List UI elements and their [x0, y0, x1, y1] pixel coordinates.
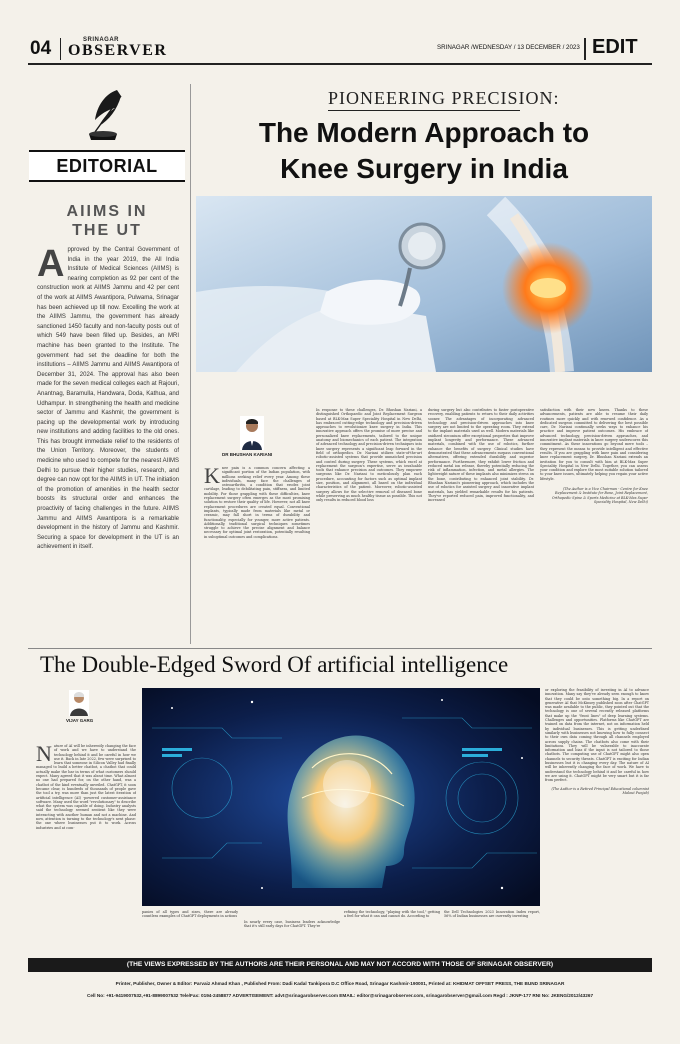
ai-col-5: the Dell Technologies 2023 Innovation Index report, 56% of Indian businesses are currently investing	[444, 910, 540, 919]
ai-col-3: In nearly every case, business leaders acknowledge that it's still early days for ChatGPT. They're	[244, 920, 340, 929]
section-label: EDIT	[592, 36, 638, 58]
editorial-sidebar	[29, 84, 185, 644]
knee-col-2: In response to these challenges, Dr. Bhushan Nariani, a distinguished Orthopaedic and Joint Replacement Surgeon based at BLK-Max Super Speciality Hospital in New Delhi, has embraced cutting-edge technology and precision-driven approaches to revolutionize knee surgery in India. This innovative approach offers the promise of more precise and personalized knee replacements, tailored to the unique anatomy and biomechanics of each patient. The integration of advanced technology and precision-driven techniques into knee surgery represents a significant leap forward in the field of orthopedics. Dr. Nariani utilizes state-of-the-art robotic-assisted systems that provide unmatched precision and control during surgery. These systems, which excel at replacement the surgeon's expertise, serve as invaluable tools that enhance precision and outcomes. They empower surgeons like Dr. Nariani to meticulously plan each procedure, accounting for factors such as optimal implant size, position, and alignment, all based on the individual characteristics of the patient. Moreover, robotic-assisted surgery allows for the selective removal of diseased bone while preserving as much healthy tissue as possible. This not only results in reduced blood loss	[316, 408, 422, 503]
author-photo	[240, 416, 264, 450]
editorial-headline: AIIMS IN THE UT	[66, 203, 148, 239]
knee-headline-line1: The Modern Approach to	[258, 117, 590, 148]
editorial-label-box	[29, 150, 185, 182]
section-divider	[28, 648, 652, 649]
ai-headline-plain: The Double-Edged Sword Of	[40, 652, 312, 677]
imprint-line-2: Cell No: +91-9419007532,+91-8899007532 Tele/Fax: 0194-2458877 ADVERTISEMENT: advt@srinagarobserver.com EMAIL: editor@srinagarobserver.com, srinagarobserver@gmail.com Regd : JKNP-177 RNI No: JKENG/2012/43267	[86, 993, 594, 998]
editorial-body	[37, 246, 179, 630]
quill-icon	[77, 84, 137, 144]
disclaimer-bar	[28, 958, 652, 972]
disclaimer-text: (THE VIEWS EXPRESSED BY THE AUTHORS ARE THEIR PERSONAL AND MAY NOT ACCORD WITH THOSE OF SRINAGAR OBSERVER)	[126, 961, 554, 968]
ai-author-photo	[69, 690, 89, 716]
dateline: SRINAGAR /WEDNESDAY / 13 DECEMBER / 2023	[437, 44, 580, 51]
knee-col-1: K nee pain is a common concern affecting a significant portion of the Indian population, with millions seeking relief every year. Among these individuals, many face the challenges of osteoarthritis, a condition that erodes joint cartilage, leading to debilitating pain, stiffness, and limited mobility. For those grappling with these difficulties, knee replacement surgery often emerges as the most promising solution to restore their quality of life. However, not all knee replacement procedures are created equal. Conventional implants, typically made from materials like metal or ceramic, may fall short in terms of durability and functionality, especially for younger, more active patients. Additionally, traditional surgical techniques sometimes struggle to achieve the precise alignment and balance necessary for optimal joint restoration, potentially resulting in suboptimal outcomes and complications.	[204, 466, 310, 539]
editorial-text: pproved by the Central Government of India in the year 2019, the All India Institute of Medical Sciences (AIIMS) is nearing completion as 92 per cent of the construction work at AIIMS Jammu and 42 per cent of the work at AIIMS Awantipora, Pulwama, Srinagar has been achieved up till now. Excelling the work at the AIIMS Jammu, the government has already sanctioned 1450 faculty and non-faculty posts out of which 549 have been filled up. Besides, an MRI machine has been granted to the Institute. The government had set the deadline for both the institutions – AIIMS Jammu and AIIMS Awantipora of December 31, 2024. The approval has also been made for the seven medical colleges each at Rajouri, Anantnag, Baramulla, Handwara, Doda, Kathua, and Udhampur. In strengthening the health and medicine sector of Jammu and Kashmir, the government is pacing up the developmental work by introducing new institutions and adding facilities to the old ones. This has brought immediate relief to the residents of the Union Territory. Moreover, the students of medicine who used to compete for the nearest AIIMS Delhi to pursue their higher studies, research, and degree can now opt for the AIIMS in UT. The initiation of the promotion of amenities in the health sector boosts its structural order and enhances the proactivity of facing challenges in the future. AIIMS Jammu and AIIMS Awantipora is a remarkable development in the history of Jammu and Kashmir. Securing a space for development in the UT is an achievement in itself.	[37, 247, 179, 551]
knee-author-note: (The Author is a Vice Chairman - Centre for Knee Replacement & Institute for Bone, Joint Replacement, Orthopedic Spine & Sports Medicine at BLK-Max Super Speciality Hospital, New Delhi)	[551, 487, 648, 504]
ai-author-byline: VIJAY GARG	[66, 718, 94, 723]
masthead-divider-right	[584, 38, 586, 60]
editorial-drop-cap: A	[37, 246, 65, 285]
kicker-underline	[328, 110, 520, 111]
ai-headline	[40, 652, 640, 678]
brand-name: OBSERVER	[68, 42, 168, 59]
brand-top: SRINAGAR	[83, 37, 120, 43]
column-separator	[190, 84, 191, 644]
masthead	[28, 34, 652, 64]
page-number: 04	[30, 38, 52, 59]
knee-drop-cap: K	[204, 466, 220, 488]
ai-col-4: refining the technology, "playing with the tool," getting a feel for what it can and cannot do. According to	[344, 910, 440, 919]
imprint-line-1: Printer, Publisher, Owner & Editor: Parvaiz Ahmad Khan , Published From: Dadi Kadal Tankipora D.C Office Road, Srinagar Kashmir-190001, Printed at: KHIDMAT OFFSET PRESS, THE BUND SRINAGAR	[115, 981, 565, 986]
ai-col-6: or exploring the feasibility of investing in AI to advance innovation. Many say they've already seen enough to know that they could be onto something big. In a report on generative AI that McKinsey published soon after ChatGPT was made available to the public, they pointed out that the technology is one of several recently released platforms that make up the "front lines" of deep learning systems. Challenges and opportunities. Platforms like ChatGPT are trained on data from the internet, not on information held by individual businesses. This is getting underlined similarly with businesses not knowing how to fully connect to their own data coming through all channels employed across supply chains. The chatbots also come with their limitations. They will be vulnerable to inaccurate information and bias if the input is not tailored to those chatbots. The computing use of ChatGPT might also open channels to security threats. ChatGPT is exciting for Indian businesses but it is changing every day. The nature of AI will be inherently changing the face of work. We have to understand the technology behind it and be careful in how we are using it. ChatGPT might be very smart but it is far from perfect. (The Author is a Retired Principal Educational columnist Malout Punjab)	[545, 688, 649, 795]
ai-col-2: panies of all types and sizes, there are already countless examples of ChatGPT deployments in actions	[142, 910, 238, 919]
masthead-divider	[60, 38, 61, 60]
ai-headline-italic: artificial intelligence	[317, 652, 509, 677]
ai-author-note: (The Author is a Retired Principal Educational columnist Malout Punjab)	[551, 786, 649, 795]
ai-drop-cap: N	[36, 744, 52, 766]
knee-col-4: satisfaction with their new knees. Thanks to these advancements, patients are able to resume their daily routines more quickly and with renewed confidence. As a dedicated surgeon committed to delivering the best possible care, Dr. Nariani continually seeks ways to enhance his practice and improve patient outcomes. His embrace of advanced technology, precision-driven approaches, and innovative implant materials in knee surgery underscores this commitment. As these innovations go beyond mere tools – they represent the means to provide intelligent and effective results. If you are grappling with knee pain and considering knee replacement surgery, Dr. Bhushan Nariani extends an invitation for you to consult with him at BLK-Max Super Speciality Hospital in New Delhi. Together, you can assess your condition and explore the most suitable solution tailored to your knee issues, ultimately helping you regain your active lifestyle. (The Author is a Vice Chairman - Centre for Knee Replacement & Institute for Bone, Joint Replacement, Orthopedic Spine & Sports Medicine at BLK-Max Super Speciality Hospital, New Delhi)	[540, 408, 648, 504]
knee-hero-image	[196, 196, 652, 372]
ai-hero-image	[142, 688, 540, 906]
ai-col-1: N ature of AI will be inherently changing the face of work and we have to understand the technology behind it and be careful in how we use it. Back in late 2022, few were surprised to learn that someone in Silicon Valley had finally managed to build a better chatbot, a chatbot that could actually make the bar in terms of what customers should expect. Many agreed that it was about time. What almost no one had prepared for, on the other hand, was a chatbot of the kind eventually unveiled. ChatGPT, it soon became clear, is hundreds of thousands of people gave the tool a try, was more than just the latest iteration of artificial intelligence (AI) -powered customer-assistance software. Many used the word "revolutionary" to describe what the system was capable of doing. Industry analysts said the technology seemed sentient like they were interacting with another human and not a machine. And now, attention is turning to the technology's next phase: the one where businesses put it to work. Across industries and at com-	[36, 744, 136, 830]
knee-col-3: during surgery but also contributes to faster postoperative recovery, enabling patients to return to their daily activities sooner. The advantages of incorporating advanced technology and precision-driven approaches into knee surgery are not limited to the operating room. They extend to the implant materials used as well. Modern materials like oxidized zirconium offer exceptional properties that improve implant longevity and performance. These advanced materials, combined with the use of robotics, further enhance the benefits of surgery. Clinical studies have demonstrated that these advancements surpass conventional alternatives, offering extended durability and superior performance. Furthermore, they exhibit lower friction and reduced metal ion release, thereby potentially reducing the risk of inflammation, infection, and metal allergies. The lightweight nature of these implants also minimizes stress on the bone, contributing to enhanced joint stability. Dr. Bhushan Nariani's pioneering approach, which includes the use of robotics for assisted surgery and innovative implant materials, has yielded remarkable results for his patients. They've reported reduced pain, improved functionality, and increased	[428, 408, 534, 503]
masthead-bottom-rule	[28, 63, 652, 65]
knee-headline-line2: Knee Surgery in India	[280, 153, 568, 184]
knee-author-byline: DR BHUSHAN KARIANI	[222, 452, 273, 457]
knee-kicker: PIONEERING PRECISION:	[328, 88, 560, 108]
editorial-label: EDITORIAL	[56, 156, 158, 176]
